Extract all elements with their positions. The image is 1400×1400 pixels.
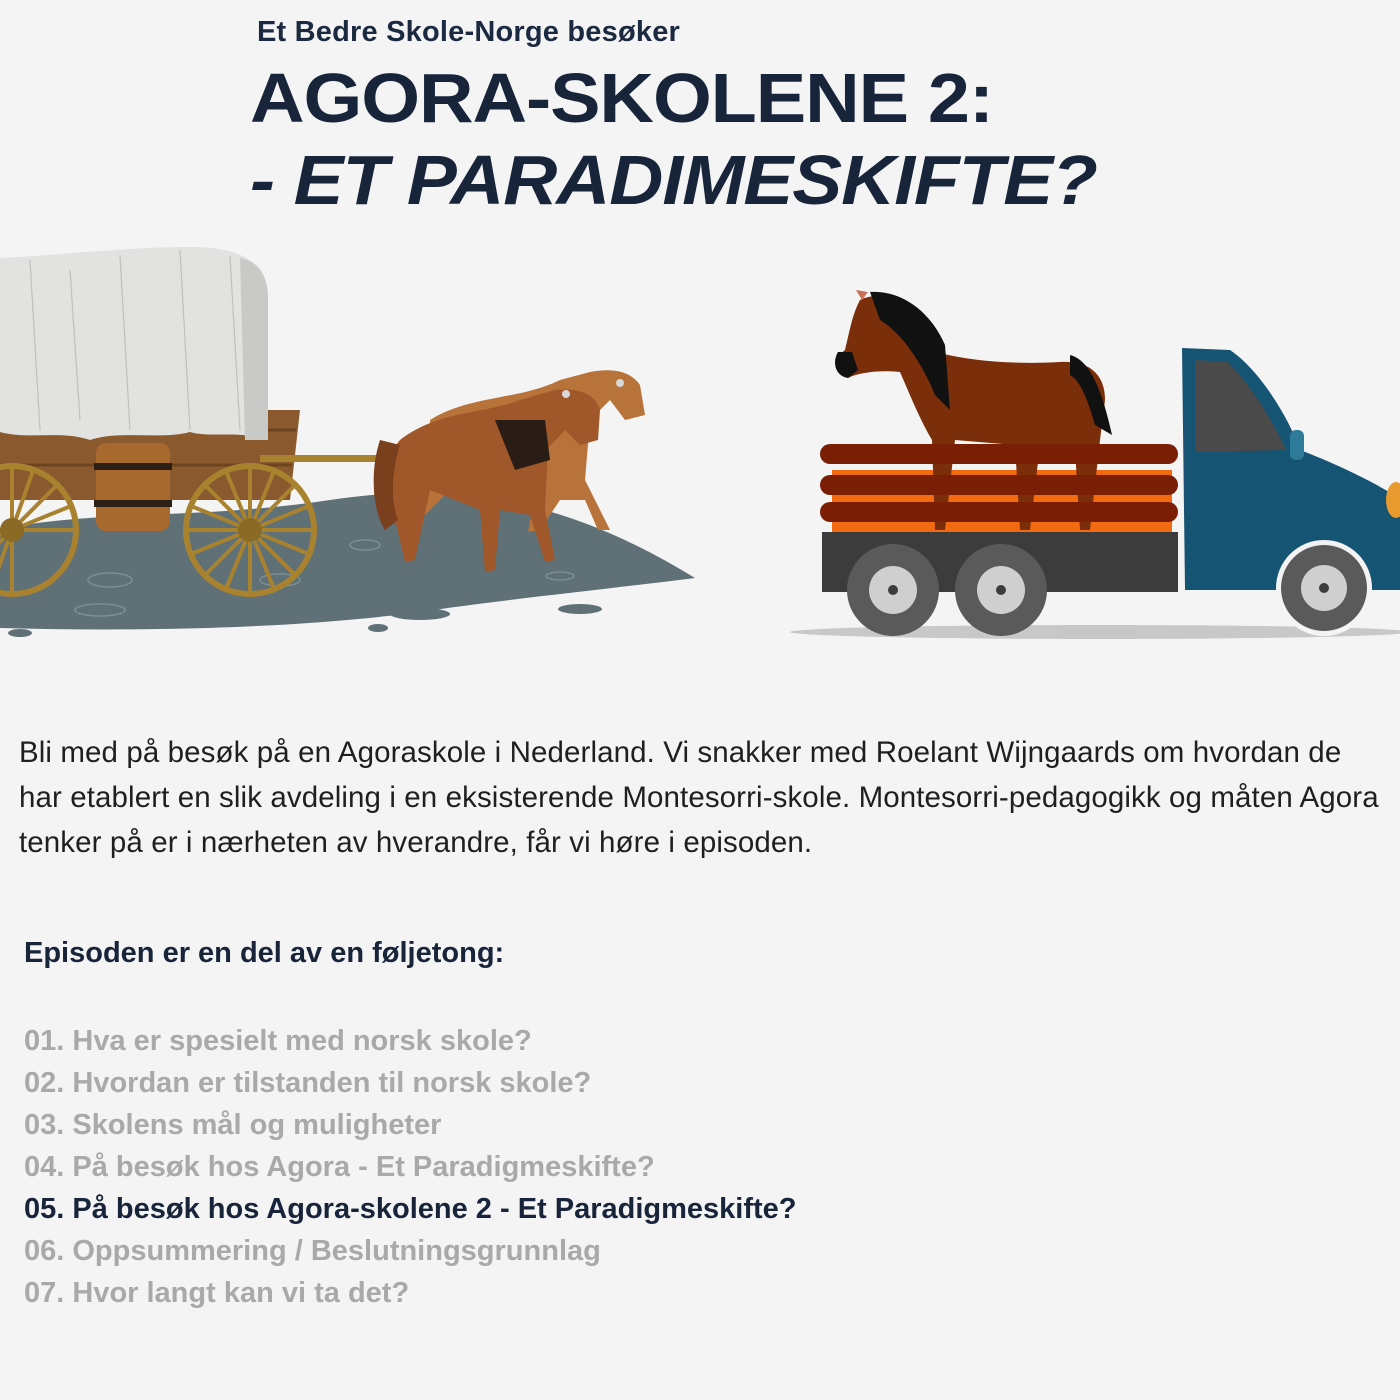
episode-item-06[interactable]: 06. Oppsummering / Beslutningsgrunnlag [24, 1235, 601, 1267]
episode-description: Bli med på besøk på en Agoraskole i Nederland. Vi snakker med Roelant Wijngaards om hvordan de har etablert en slik avdeling i en eksisterende Montesorri-skole. Montesorri-pedagogikk og måten Agora tenker på er i nærheten av hverandre, får vi høre i episoden. [19, 735, 1379, 859]
episode-item-03[interactable]: 03. Skolens mål og muligheter [24, 1109, 442, 1141]
series-heading: Episoden er en del av en føljetong: [24, 937, 505, 969]
episode-list [24, 1020, 797, 1314]
episode-item-07[interactable]: 07. Hvor langt kan vi ta det? [24, 1277, 410, 1309]
covered-wagon-icon [0, 247, 695, 637]
page-title-line-2: - ET PARADIMESKIFTE? [250, 141, 1097, 219]
horse-truck-icon [790, 290, 1400, 639]
episode-item-01[interactable]: 01. Hva er spesielt med norsk skole? [24, 1025, 532, 1057]
episode-item-05-current[interactable]: 05. På besøk hos Agora-skolene 2 - Et Paradigmeskifte? [24, 1193, 797, 1225]
episode-item-02[interactable]: 02. Hvordan er tilstanden til norsk skole? [24, 1067, 592, 1099]
page-title-line-1: AGORA-SKOLENE 2: [250, 59, 993, 137]
kicker-text: Et Bedre Skole-Norge besøker [257, 16, 681, 48]
hero-illustration [0, 230, 1400, 650]
episode-item-04[interactable]: 04. På besøk hos Agora - Et Paradigmeskifte? [24, 1151, 655, 1183]
